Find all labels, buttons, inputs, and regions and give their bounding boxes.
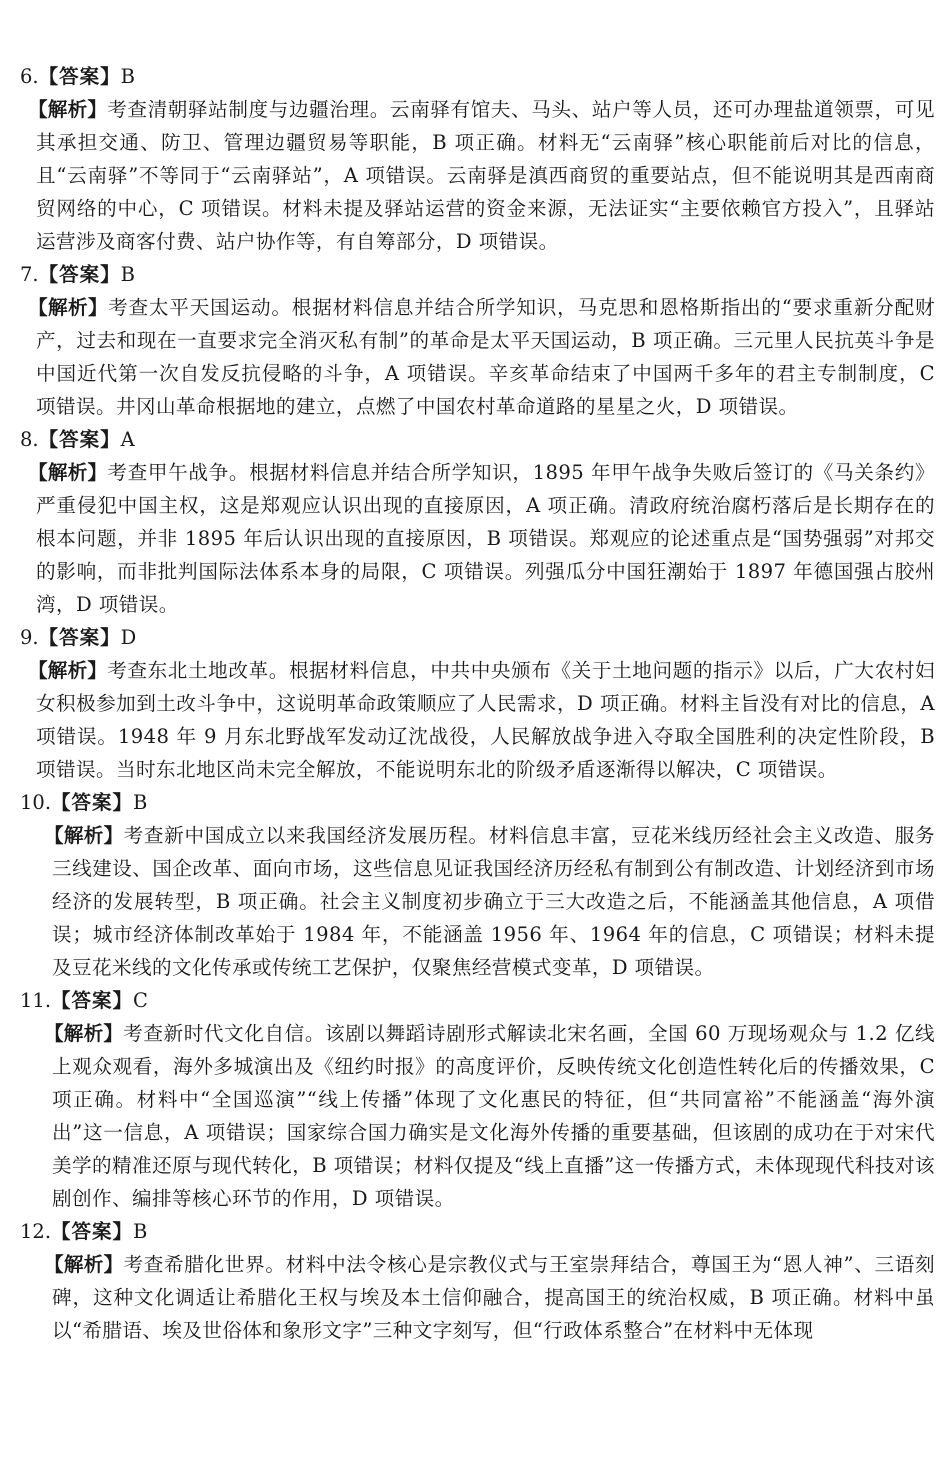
analysis-tag: 【解析】 <box>28 659 108 682</box>
analysis-tag: 【解析】 <box>28 296 109 319</box>
question-number: 6. <box>20 65 39 88</box>
analysis-paragraph <box>20 291 935 423</box>
answer-line <box>20 621 935 654</box>
answer-line <box>20 984 935 1017</box>
question-number: 7. <box>20 263 39 286</box>
analysis-text: 考查东北土地改革。根据材料信息，中共中央颁布《关于土地问题的指示》以后，广大农村妇女积极参加到土改斗争中，这说明革命政策顺应了人民需求，D 项正确。材料主旨没有对比的信息，A 项错误。1948 年 9 月东北野战军发动辽沈战役，人民解放战争进入夺取全国胜利的决定性阶段，B 项错误。当时东北地区尚未完全解放，不能说明东北的阶级矛盾逐渐得以解决，C 项错误。 <box>36 659 935 781</box>
answer-choice: D <box>120 626 137 649</box>
analysis-paragraph <box>20 1248 935 1347</box>
analysis-tag: 【解析】 <box>44 1022 124 1045</box>
answer-line <box>20 423 935 456</box>
answer-choice: B <box>120 65 135 88</box>
analysis-paragraph <box>20 1017 935 1215</box>
question-11 <box>20 984 935 1215</box>
analysis-paragraph <box>20 654 935 786</box>
answer-line <box>20 258 935 291</box>
question-number: 9. <box>20 626 39 649</box>
answer-tag: 【答案】 <box>51 791 134 814</box>
question-8 <box>20 423 935 621</box>
page-bottom-margin <box>0 1395 950 1464</box>
analysis-text: 考查甲午战争。根据材料信息并结合所学知识，1895 年甲午战争失败后签订的《马关条约》严重侵犯中国主权，这是郑观应认识出现的直接原因，A 项正确。清政府统治腐朽落后是长期存在的根本问题，并非 1895 年后认识出现的直接原因，B 项错误。郑观应的论述重点是“国势强弱”对邦交的影响，而非批判国际法体系本身的局限，C 项错误。列强瓜分中国狂潮始于 1897 年德国强占胶州湾，D 项错误。 <box>36 461 935 616</box>
question-7 <box>20 258 935 423</box>
question-9 <box>20 621 935 786</box>
question-12 <box>20 1215 935 1347</box>
answer-key-content <box>20 60 935 1395</box>
analysis-tag: 【解析】 <box>44 1253 124 1276</box>
analysis-text: 考查新时代文化自信。该剧以舞蹈诗剧形式解读北宋名画，全国 60 万现场观众与 1.2 亿线上观众观看，海外多城演出及《纽约时报》的高度评价，反映传统文化创造性转化后的传播效果，C 项正确。材料中“全国巡演”“线上传播”体现了文化惠民的特征，但“共同富裕”不能涵盖“海外演出”这一信息，A 项错误；国家综合国力确实是文化海外传播的重要基础，但该剧的成功在于对宋代美学的精准还原与现代转化，B 项错误；材料仅提及“线上直播”这一传播方式，未体现现代科技对该剧创作、编排等核心环节的作用，D 项错误。 <box>52 1022 935 1210</box>
analysis-text: 考查太平天国运动。根据材料信息并结合所学知识，马克思和恩格斯指出的“要求重新分配财产，过去和现在一直要求完全消灭私有制”的革命是太平天国运动，B 项正确。三元里人民抗英斗争是中国近代第一次自发反抗侵略的斗争，A 项错误。辛亥革命结束了中国两千多年的君主专制制度，C 项错误。井冈山革命根据地的建立，点燃了中国农村革命道路的星星之火，D 项错误。 <box>36 296 935 418</box>
analysis-tag: 【解析】 <box>44 824 124 847</box>
analysis-tag: 【解析】 <box>28 98 108 121</box>
question-number: 12. <box>20 1220 52 1243</box>
answer-choice: B <box>133 1220 148 1243</box>
question-6 <box>20 60 935 258</box>
question-10 <box>20 786 935 984</box>
answer-tag: 【答案】 <box>38 428 121 451</box>
analysis-text: 考查新中国成立以来我国经济发展历程。材料信息丰富，豆花米线历经社会主义改造、服务三线建设、国企改革、面向市场，这些信息见证我国经济历经私有制到公有制改造、计划经济到市场经济的发展转型，B 项正确。社会主义制度初步确立于三大改造之后，不能涵盖其他信息，A 项借误；城市经济体制改革始于 1984 年，不能涵盖 1956 年、1964 年的信息，C 项错误；材料未提及豆花米线的文化传承或传统工艺保护，仅聚焦经营模式变革，D 项错误。 <box>52 824 935 979</box>
answer-tag: 【答案】 <box>38 65 121 88</box>
question-number: 11. <box>20 989 52 1012</box>
analysis-tag: 【解析】 <box>28 461 108 484</box>
answer-tag: 【答案】 <box>51 989 134 1012</box>
analysis-text: 考查清朝驿站制度与边疆治理。云南驿有馆夫、马头、站户等人员，还可办理盐道领票，可见其承担交通、防卫、管理边疆贸易等职能，B 项正确。材料无“云南驿”核心职能前后对比的信息，且“云南驿”不等同于“云南驿站”，A 项错误。云南驿是滇西商贸的重要站点，但不能说明其是西南商贸网络的中心，C 项错误。材料未提及驿站运营的资金来源，无法证实“主要依赖官方投入”，且驿站运营涉及商客付费、站户协作等，有自筹部分，D 项错误。 <box>36 98 935 253</box>
answer-line <box>20 60 935 93</box>
analysis-paragraph <box>20 819 935 984</box>
answer-tag: 【答案】 <box>38 626 121 649</box>
analysis-paragraph <box>20 456 935 621</box>
analysis-paragraph <box>20 93 935 258</box>
answer-line <box>20 786 935 819</box>
answer-choice: B <box>120 263 135 286</box>
answer-choice: A <box>120 428 135 451</box>
analysis-text: 考查希腊化世界。材料中法令核心是宗教仪式与王室崇拜结合，尊国王为“恩人神”、三语刻碑，这种文化调适让希腊化王权与埃及本土信仰融合，提高国王的统治权威，B 项正确。材料中虽以“希腊语、埃及世俗体和象形文字”三种文字刻写，但“行政体系整合”在材料中无体现 <box>52 1253 935 1342</box>
answer-line <box>20 1215 935 1248</box>
answer-tag: 【答案】 <box>38 263 121 286</box>
question-number: 10. <box>20 791 52 814</box>
answer-choice: C <box>133 989 148 1012</box>
answer-choice: B <box>133 791 148 814</box>
question-number: 8. <box>20 428 39 451</box>
answer-tag: 【答案】 <box>51 1220 134 1243</box>
